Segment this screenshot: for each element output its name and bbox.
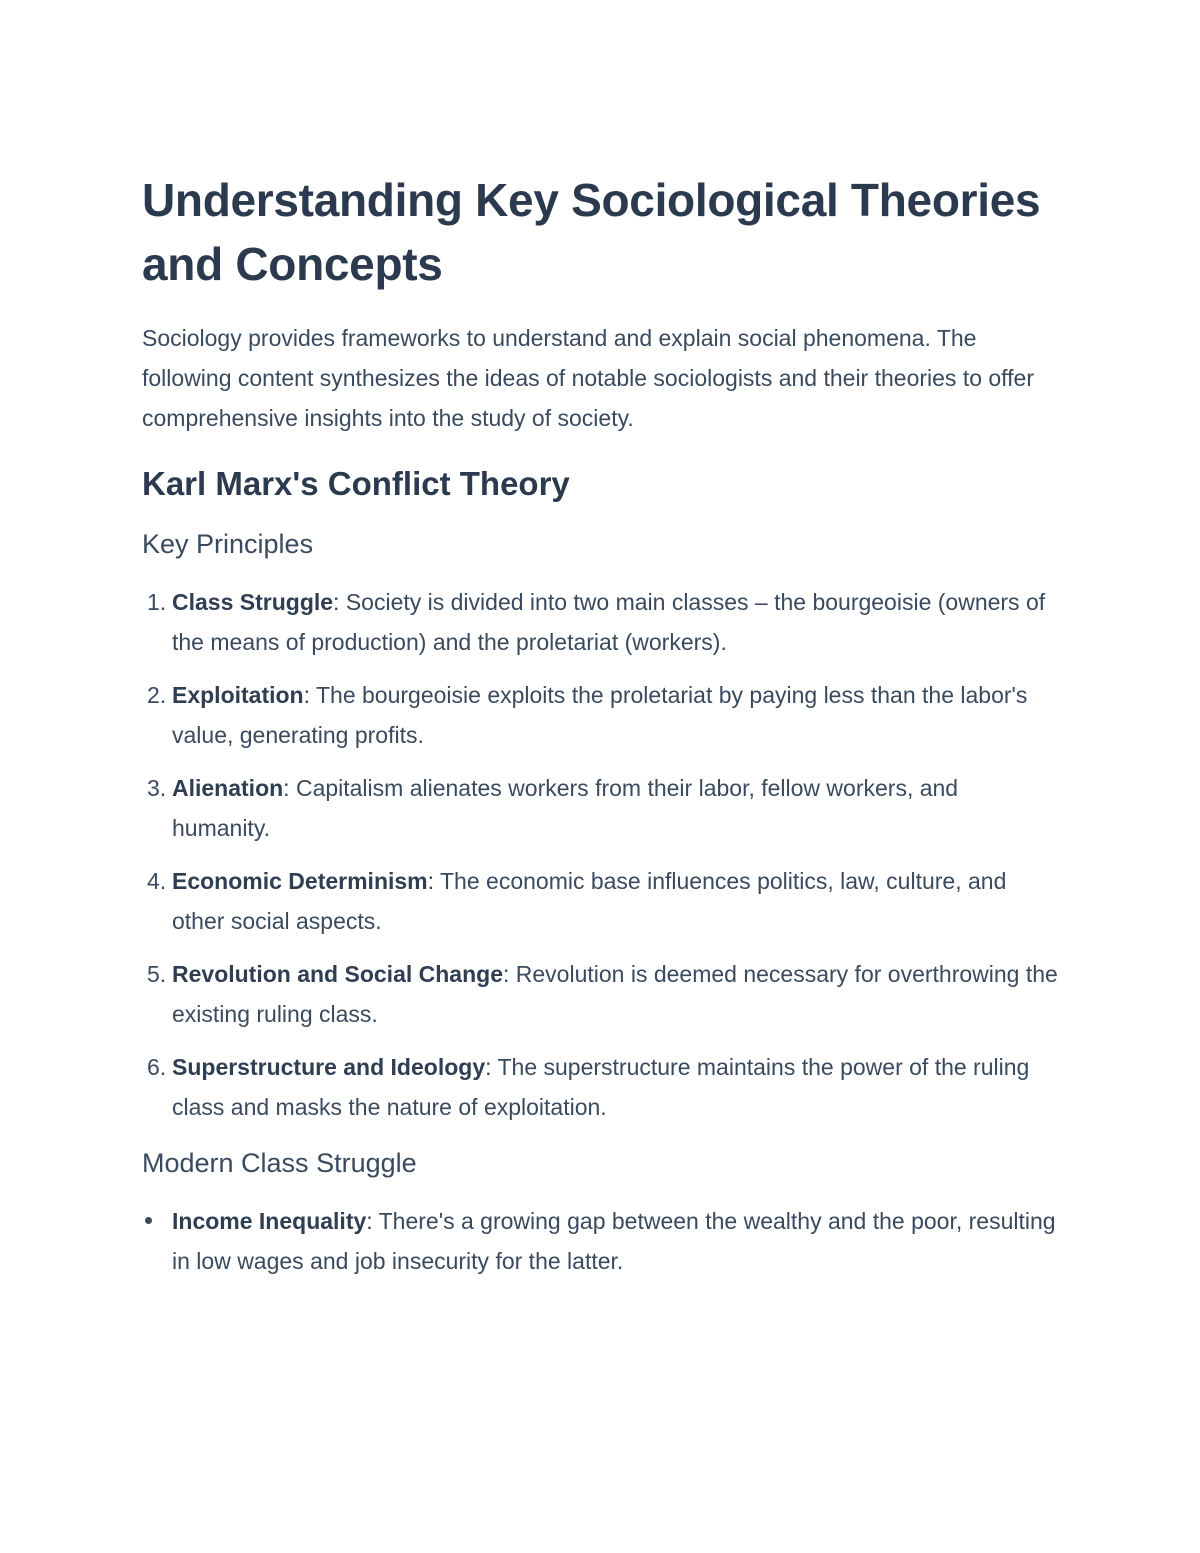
- list-item-term: Income Inequality :: [172, 1208, 373, 1234]
- list-item-text: The bourgeoisie exploits the proletariat by paying less than the labor's value, generating profits.: [172, 682, 1028, 748]
- page-title: Understanding Key Sociological Theories and Concepts: [142, 174, 1041, 290]
- list-item-text: The economic base influences politics, law, culture, and other social aspects.: [172, 868, 1007, 934]
- list-number: 1.: [147, 589, 167, 615]
- subsection-heading-key-principles: Key Principles: [142, 529, 314, 559]
- list-item-text: Revolution is deemed necessary for overthrowing the existing ruling class.: [172, 961, 1058, 1027]
- list-number: 6.: [147, 1054, 167, 1080]
- list-item: [142, 1201, 1058, 1281]
- list-item: [142, 861, 1058, 941]
- subsection-heading-modern-class-struggle: Modern Class Struggle: [142, 1148, 417, 1178]
- list-item: [142, 954, 1058, 1034]
- list-item-text: Society is divided into two main classes – the bourgeoisie (owners of the means of production) and the proletariat (workers).: [172, 589, 1046, 655]
- list-item: [142, 582, 1058, 662]
- modern-class-struggle-list: [142, 1201, 1058, 1281]
- list-item-term: Alienation :: [172, 775, 290, 801]
- list-item-text: The superstructure maintains the power of the ruling class and masks the nature of exploitation.: [172, 1054, 1030, 1120]
- bullet-icon: [145, 1217, 152, 1224]
- list-item-term: Superstructure and Ideology :: [172, 1054, 492, 1080]
- list-number: 4.: [147, 868, 167, 894]
- key-principles-list: [142, 582, 1058, 1127]
- list-item-text: There's a growing gap between the wealthy and the poor, resulting in low wages and job insecurity for the latter.: [172, 1208, 1056, 1274]
- list-number: 5.: [147, 961, 167, 987]
- document-page: [142, 168, 1058, 1294]
- list-item-term: Economic Determinism :: [172, 868, 434, 894]
- list-number: 2.: [147, 682, 167, 708]
- intro-paragraph: Sociology provides frameworks to understand and explain social phenomena. The following content synthesizes the ideas of notable sociologists and their theories to offer comprehensive insights into the study of society.: [142, 325, 1035, 431]
- list-item: [142, 675, 1058, 755]
- list-item-term: Revolution and Social Change :: [172, 961, 509, 987]
- section-heading-marx: Karl Marx's Conflict Theory: [142, 465, 570, 502]
- list-item-text: Capitalism alienates workers from their labor, fellow workers, and humanity.: [172, 775, 959, 841]
- list-item: [142, 768, 1058, 848]
- list-item-term: Class Struggle :: [172, 589, 339, 615]
- list-item: [142, 1047, 1058, 1127]
- list-item-term: Exploitation :: [172, 682, 310, 708]
- list-number: 3.: [147, 775, 167, 801]
